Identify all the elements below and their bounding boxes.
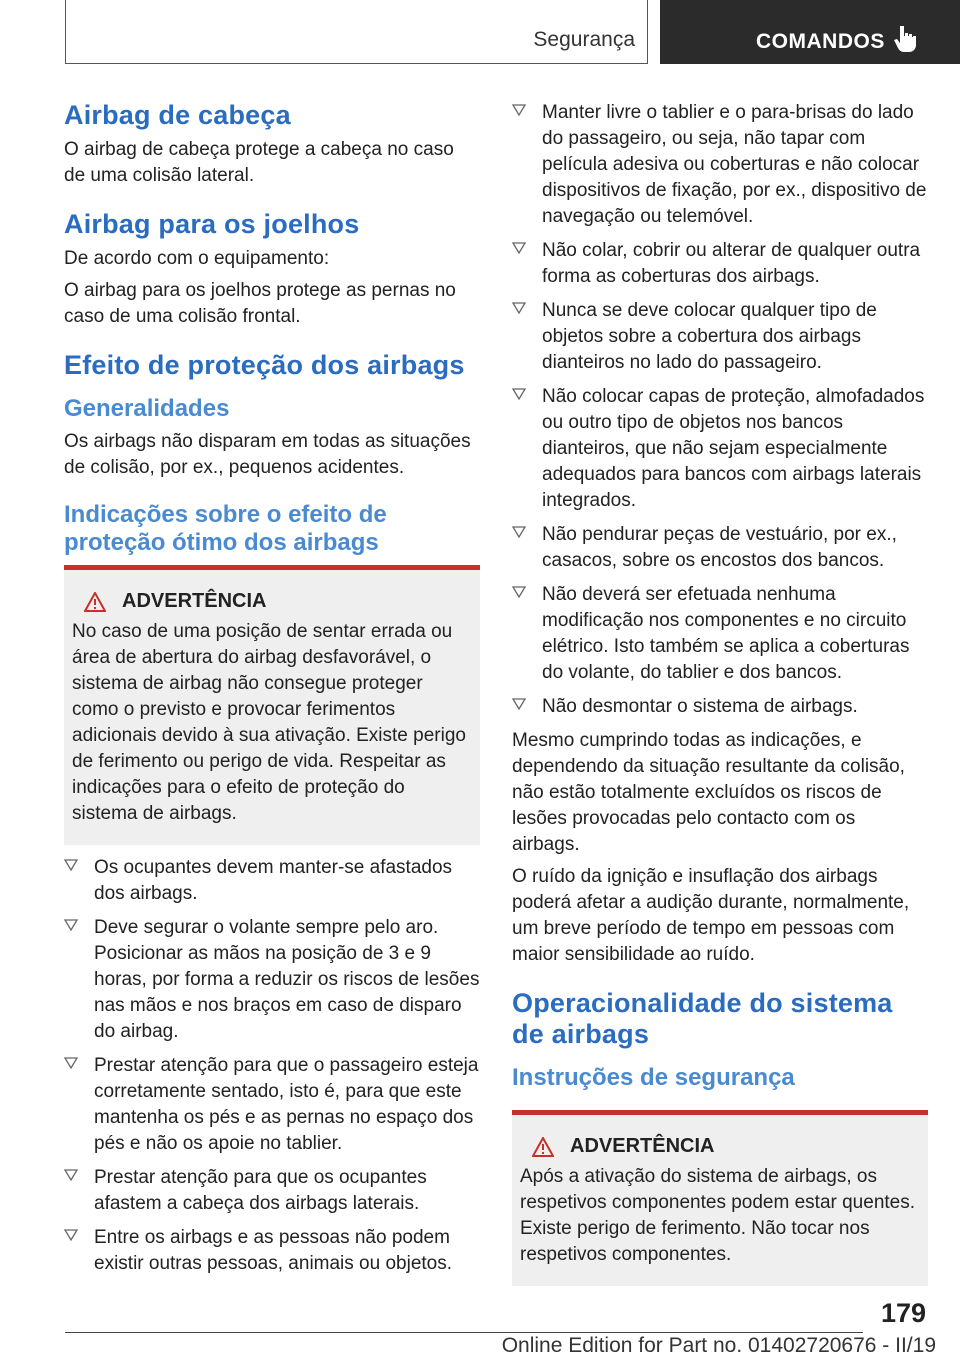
- bullet-list-left: [64, 855, 480, 1277]
- triangle-bullet-icon: [512, 301, 526, 315]
- list-item: Entre os airbags e as pessoas não podem existir outras pessoas, animais ou objetos.: [64, 1225, 480, 1277]
- triangle-bullet-icon: [512, 103, 526, 117]
- list-item: Prestar atenção para que o passageiro esteja corretamente sentado, isto é, para que este mantenha os pés e as pernas no espaço dos pés e não os apoie no tablier.: [64, 1053, 480, 1157]
- triangle-bullet-icon: [64, 1056, 78, 1070]
- heading-instrucoes-seguranca: Instruções de segurança: [512, 1064, 795, 1091]
- list-item: Manter livre o tablier e o para-brisas do lado do passageiro, ou seja, não tapar com película adesiva ou coberturas e não colocar dispositivos de fixação, por ex., dispositivo de navegação ou telemóvel.: [512, 100, 928, 230]
- triangle-bullet-icon: [512, 525, 526, 539]
- warning-text: No caso de uma posição de sentar errada ou área de abertura do airbag desfavorável, o sistema de airbag não consegue proteger como o previsto e provocar ferimentos adicionais devido à sua ativação. Existe perigo de ferimento ou perigo de vida. Respeitar as indicações para o efeito de proteção do sistema de airbags.: [72, 621, 466, 824]
- heading-airbag-cabeca: Airbag de cabeça: [64, 100, 291, 130]
- bullet-list-right: [512, 100, 928, 720]
- list-item: Nunca se deve colocar qualquer tipo de objetos sobre a cobertura dos airbags dianteiros no lado do passageiro.: [512, 298, 928, 376]
- triangle-bullet-icon: [512, 387, 526, 401]
- list-item: Não desmontar o sistema de airbags.: [512, 694, 928, 720]
- warning-title-row: [72, 590, 472, 613]
- warning-triangle-icon: [532, 1137, 554, 1157]
- header-chapter-label: COMANDOS: [756, 30, 885, 53]
- list-item: Não deverá ser efetuada nenhuma modificação nos componentes e no circuito elétrico. Isto também se aplica a coberturas do volante, do tablier e dos bancos.: [512, 582, 928, 686]
- heading-efeito-protecao: Efeito de proteção dos airbags: [64, 350, 465, 380]
- triangle-bullet-icon: [64, 1228, 78, 1242]
- triangle-bullet-icon: [512, 241, 526, 255]
- warning-text: Após a ativação do sistema de airbags, os respetivos componentes podem estar quentes. Existe perigo de ferimento. Não tocar nos respetivos componentes.: [520, 1166, 916, 1265]
- list-item: Não colocar capas de proteção, almofadados ou outro tipo de objetos nos bancos dianteiros, que não sejam especialmente adequados para bancos com airbags laterais integrados.: [512, 384, 928, 514]
- warning-box: [512, 1110, 928, 1286]
- para-airbag-cabeca: O airbag de cabeça protege a cabeça no caso de uma colisão lateral.: [64, 139, 454, 186]
- header-section-title: Segurança: [533, 28, 635, 51]
- warning-triangle-icon: [84, 592, 106, 612]
- heading-operacionalidade: Operacionalidade do sistema de airbags: [512, 988, 893, 1049]
- list-item: Prestar atenção para que os ocupantes afastem a cabeça dos airbags laterais.: [64, 1165, 480, 1217]
- list-item: Os ocupantes devem manter-se afastados dos airbags.: [64, 855, 480, 907]
- list-item: Deve segurar o volante sempre pelo aro. Posicionar as mãos na posição de 3 e 9 horas, por forma a reduzir os riscos de lesões nas mãos e nos braços em caso de disparo do airbag.: [64, 915, 480, 1045]
- triangle-bullet-icon: [64, 918, 78, 932]
- warning-title: ADVERTÊNCIA: [570, 1135, 715, 1157]
- para-generalidades: Os airbags não disparam em todas as situações de colisão, por ex., pequenos acidentes.: [64, 431, 471, 478]
- warning-box: [64, 565, 480, 845]
- triangle-bullet-icon: [64, 1168, 78, 1182]
- footer-edition: Online Edition for Part no. 01402720676 - II/19: [501, 1334, 936, 1357]
- warning-title-row: [520, 1135, 920, 1158]
- footer-divider: [65, 1332, 863, 1333]
- list-item: Não pendurar peças de vestuário, por ex., casacos, sobre os encostos dos bancos.: [512, 522, 928, 574]
- list-item: Não colar, cobrir ou alterar de qualquer outra forma as coberturas dos airbags.: [512, 238, 928, 290]
- heading-generalidades: Generalidades: [64, 395, 230, 422]
- para-joelhos-2: O airbag para os joelhos protege as pernas no caso de uma colisão frontal.: [64, 280, 456, 327]
- pointing-hand-icon: [892, 24, 918, 54]
- right-column: [512, 100, 928, 1296]
- warning-title: ADVERTÊNCIA: [122, 590, 267, 612]
- header-chapter-tab: [660, 0, 960, 64]
- para-mesmo-cumprindo: Mesmo cumprindo todas as indicações, e dependendo da situação resultante da colisão, não estão totalmente excluídos os riscos de lesões provocadas pelo contacto com os airbags.: [512, 730, 905, 855]
- left-column: [64, 100, 480, 1285]
- page-number: 179: [880, 1298, 926, 1328]
- para-ruido: O ruído da ignição e insuflação dos airbags poderá afetar a audição durante, normalmente, um breve período de tempo em pessoas com maior sensibilidade ao ruído.: [512, 866, 910, 965]
- heading-airbag-joelhos: Airbag para os joelhos: [64, 209, 360, 239]
- triangle-bullet-icon: [512, 585, 526, 599]
- triangle-bullet-icon: [512, 697, 526, 711]
- heading-indicacoes: Indicações sobre o efeito de proteção ótimo dos airbags: [64, 501, 387, 556]
- para-joelhos-1: De acordo com o equipamento:: [64, 248, 330, 269]
- triangle-bullet-icon: [64, 858, 78, 872]
